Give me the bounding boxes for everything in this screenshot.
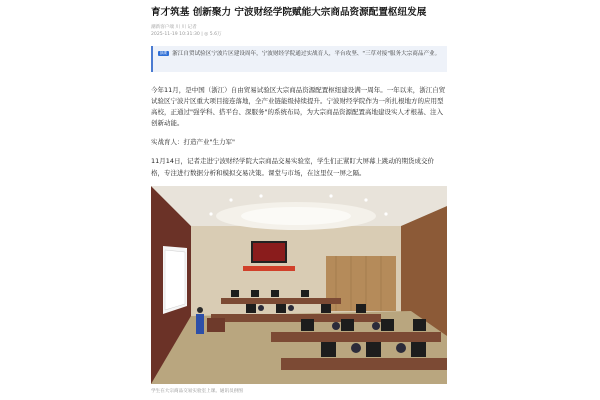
photo-caption: 学生在大宗商品交易实验室上课。通讯员供图 — [151, 389, 243, 394]
paragraph-1: 今年11月，是中国（浙江）自由贸易试验区大宗商品资源配置枢纽建设满一周年。一年以来，浙江自贸试验区宁波片区重大项目接连落地，全产业链能级持续提升。宁波财经学院作为一所扎根地方的应用型高校，正通过"强学科、搭平台、深服务"的系统布局，为大宗商品资源配置高地建设实人才根基、注入创新动能。 — [151, 85, 446, 128]
source-author-line: 潮新客户端 川 川 记者 — [151, 25, 197, 30]
article-meta — [151, 25, 447, 39]
summary-text: 浙江自贸试验区宁波片区建设周年，宁波财经学院通过实战育人，平台攻坚、"三草对接"服务大宗商品产业。 — [172, 50, 441, 57]
section-heading: 实战育人：打造产业"生力军" — [151, 138, 235, 147]
article — [151, 6, 447, 187]
article-body — [151, 85, 447, 179]
article-title: 育才筑基 创新聚力 宁波财经学院赋能大宗商品资源配置枢纽发展 — [151, 7, 427, 18]
summary-tag: 摘要 — [160, 50, 168, 55]
classroom-photo — [151, 186, 447, 384]
timestamp-views-line: 2025-11-19 10:31:30 | ◎ 5.6万 — [151, 31, 222, 37]
paragraph-2: 11月14日，记者走进宁波财经学院大宗商品交易实验室，学生们正紧盯大屏幕上跳动的期货成交价格，专注进行数据分析和模拟交易决策。课堂与市场，在这里仅一屏之隔。 — [151, 157, 435, 177]
summary-box — [151, 46, 447, 72]
